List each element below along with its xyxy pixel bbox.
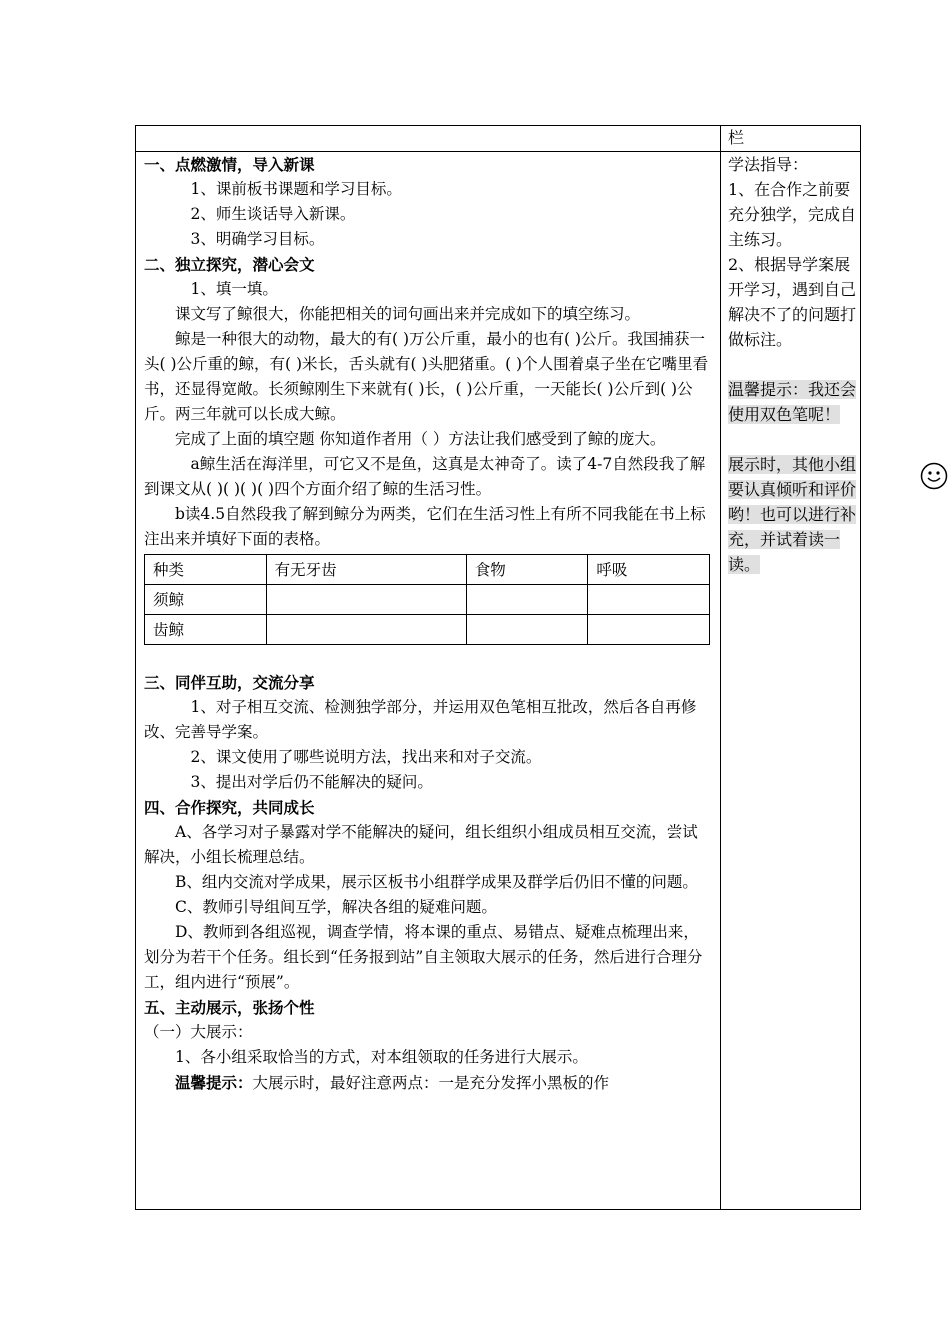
show-highlight: 展示时，其他小组要认真倾听和评价哟！也可以进行补充，并试着读一读。 xyxy=(728,455,857,574)
table-cell xyxy=(588,585,710,615)
section-3-title: 三、同伴互助，交流分享 xyxy=(144,673,315,692)
spacer xyxy=(728,427,856,452)
guide-item: 2、根据导学案展开学习，遇到自己解决不了的问题打做标注。 xyxy=(728,255,857,349)
main-column xyxy=(144,152,712,1096)
section-2-item: 1、填一填。 xyxy=(190,280,278,298)
table-header-cell: 有无牙齿 xyxy=(266,555,466,585)
guide-item: 1、在合作之前要充分独学，完成自主练习。 xyxy=(728,180,857,249)
section-1-item: 2、师生谈话导入新课。 xyxy=(190,205,356,223)
header-row xyxy=(136,126,860,152)
section-4-item: A、各学习对子暴露对学不能解决的疑问，组长组织小组成员相互交流，尝试解决，小组长梳理总结。 xyxy=(144,823,698,866)
section-1-title: 一、点燃激情，导入新课 xyxy=(144,155,315,174)
table-row xyxy=(145,615,710,645)
table-cell: 须鲸 xyxy=(145,585,267,615)
table-cell xyxy=(266,585,466,615)
side-column-header: 栏 xyxy=(728,128,745,147)
table-cell xyxy=(466,585,588,615)
table-header-cell: 食物 xyxy=(466,555,588,585)
guide-title: 学法指导： xyxy=(728,155,809,174)
section-3-item: 3、提出对学后仍不能解决的疑问。 xyxy=(190,773,433,791)
section-4-item: D、教师到各组巡视，调查学情，将本课的重点、易错点、疑难点梳理出来，划分为若干个任务。组长到“任务报到站”自主领取大展示的任务，然后进行合理分工，组内进行“预展”。 xyxy=(144,923,703,991)
section-4-title: 四、合作探究，共同成长 xyxy=(144,798,315,817)
tip-label: 温馨提示： xyxy=(175,1073,253,1092)
whale-comparison-table xyxy=(144,554,710,645)
column-divider xyxy=(720,126,721,1209)
section-5-subtitle: （一）大展示： xyxy=(144,1023,253,1041)
section-5-title: 五、主动展示，张扬个性 xyxy=(144,998,315,1017)
section-2-paragraph: b读4.5自然段我了解到鲸分为两类，它们在生活习性上有所不同我能在书上标注出来并填好下面的表格。 xyxy=(144,505,706,548)
table-cell: 齿鲸 xyxy=(145,615,267,645)
section-2-paragraph: 完成了上面的填空题 你知道作者用（ ）方法让我们感受到了鲸的庞大。 xyxy=(175,430,666,448)
spacer xyxy=(728,352,856,377)
section-4-item: C、教师引导组间互学，解决各组的疑难问题。 xyxy=(175,898,497,916)
lesson-plan-table xyxy=(135,125,861,1210)
section-1-item: 1、课前板书课题和学习目标。 xyxy=(190,180,402,198)
section-3-item: 2、课文使用了哪些说明方法，找出来和对子交流。 xyxy=(190,748,542,766)
section-2-paragraph: 课文写了鲸很大，你能把相关的词句画出来并完成如下的填空练习。 xyxy=(175,305,641,323)
section-2-paragraph: a鲸生活在海洋里，可它又不是鱼，这真是太神奇了。读了4-7自然段我了解到课文从( )( )( )( )四个方面介绍了鲸的生活习性。 xyxy=(144,455,706,498)
section-5-tip xyxy=(144,1070,712,1096)
table-header-row xyxy=(145,555,710,585)
section-1-item: 3、明确学习目标。 xyxy=(190,230,325,248)
table-cell xyxy=(266,615,466,645)
section-2-fill-blank: 鲸是一种很大的动物，最大的有( )万公斤重，最小的也有( )公斤。我国捕获一头( )公斤重的鲸，有( )米长，舌头就有( )头肥猪重。( )个人围着桌子坐在它嘴里看书，还显得宽敞。长须鲸刚生下来就有( )长，( )公斤重，一天能长( )公斤到( )公斤。两三年就可以长成大鲸。 xyxy=(144,330,709,423)
tip-note xyxy=(728,377,856,427)
spacer xyxy=(144,645,712,670)
section-2-title: 二、独立探究，潜心会文 xyxy=(144,255,315,274)
smiley-icon xyxy=(920,462,948,490)
section-4-item: B、组内交流对学成果，展示区板书小组群学成果及群学后仍旧不懂的问题。 xyxy=(175,873,698,891)
table-header-cell: 种类 xyxy=(145,555,267,585)
show-note xyxy=(728,452,856,577)
table-cell xyxy=(466,615,588,645)
tip-text: 大展示时，最好注意两点：一是充分发挥小黑板的作 xyxy=(252,1074,610,1092)
tip-highlight: 温馨提示：我还会使用双色笔呢！ xyxy=(728,380,857,424)
section-5-item: 1、各小组采取恰当的方式，对本组领取的任务进行大展示。 xyxy=(175,1048,588,1066)
table-cell xyxy=(588,615,710,645)
section-3-item: 1、对子相互交流、检测独学部分，并运用双色笔相互批改，然后各自再修改、完善导学案。 xyxy=(144,698,697,741)
side-column xyxy=(728,152,856,577)
table-row xyxy=(145,585,710,615)
table-header-cell: 呼吸 xyxy=(588,555,710,585)
